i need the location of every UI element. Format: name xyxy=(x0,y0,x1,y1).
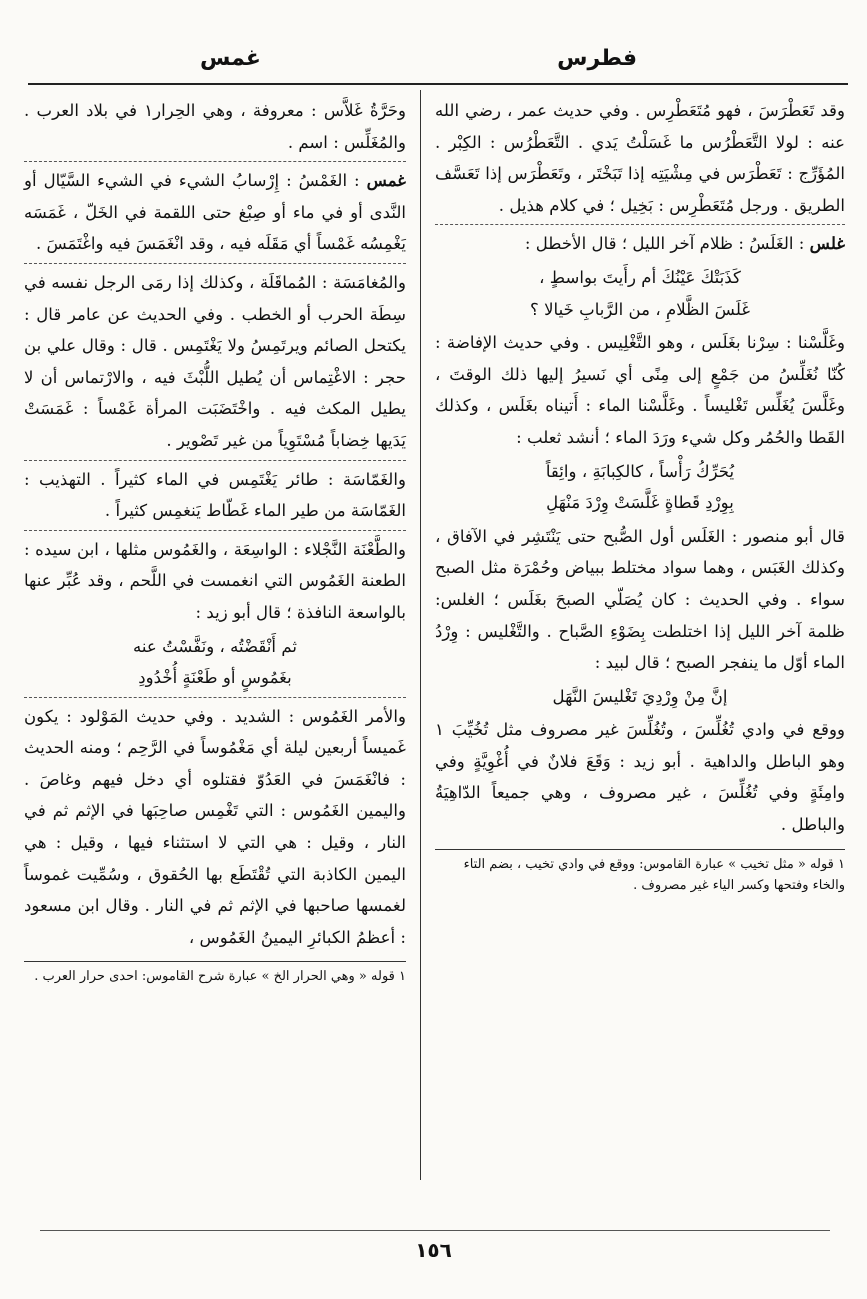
paragraph: والطَّعْنَة النَّجْلاء : الواسِعَة ، والغَمُوس مثلها ، ابن سيده : الطعنة الغَمُوس التي انغمست في اللَّحم ، وقد عُبِّر عنها بالواسعة النافذة ؛ قال أبو زيد : xyxy=(24,539,406,622)
entry-fatrs-cont xyxy=(435,95,845,221)
verse-line: بغَمُوسٍ أو طَعْنَةٍ أُخْدُودِ xyxy=(138,668,292,688)
verse-line: إنَّ مِنْ وِرْدِيَ تَغْليسَ النَّهَل xyxy=(552,686,728,706)
paragraph xyxy=(24,165,406,260)
header-left-word: غمس xyxy=(200,46,261,71)
entry-separator xyxy=(24,697,406,698)
entry-ghls-cont xyxy=(24,95,406,158)
verse-line: يُحَرِّكُ رَأْساً ، كالكِبابَةِ ، وائِقاً xyxy=(545,461,735,481)
paragraph-text: : الغَلَسُ : ظلام آخر الليل ؛ قال الأخطل : xyxy=(524,234,810,254)
entry-separator xyxy=(24,263,406,264)
entry-separator xyxy=(435,224,845,225)
paragraph: وقد تَعَطْرَسَ ، فهو مُتَعَطْرِس . وفي حديث عمر ، رضي الله عنه : لولا التَّعَطْرُس ما غَسَلْتُ يَدي . التَّعَطْرُس : الكِبْر . المُؤَرِّج : تَعَطْرَس في مِشْيَتِه إذا تَبَخْتَر ، وتَعَطْرَس إذا تَعَسَّف الطريق . ورجل مُتَعَطْرِس : بَخِيل ؛ في كلام هذيل . xyxy=(435,101,845,215)
footer-rule xyxy=(40,1230,830,1231)
headword: غمس xyxy=(366,170,406,191)
entry-separator xyxy=(24,530,406,531)
entry-ghms xyxy=(24,165,406,953)
verse xyxy=(435,262,845,325)
paragraph: والغَمّاسَة : طائر يَغْتَمِس في الماء كثيراً . التهذيب : الغَمّاسَة من طير الماء غَطّاط يَنغمِس كثيراً . xyxy=(24,469,406,521)
paragraph: وحَرَّةُ غَلاَّس : معروفة ، وهي الحِرار١ في بلاد العرب . والمُغَلِّس : اسم . xyxy=(24,101,406,152)
page-number: ١٥٦ xyxy=(415,1238,452,1262)
verse-line: ثم أَنْقَضْتُه ، ونَفَّسْتُ عنه xyxy=(133,636,297,656)
page-header xyxy=(0,38,867,78)
right-column xyxy=(435,95,845,896)
entry-separator xyxy=(24,460,406,461)
paragraph: وغَلَّسْنا : سِرْنا بغَلَس ، وهو التَّغْلِيس . وفي حديث الإفاضة : كُنّا نُغَلِّسُ من جَمْعٍ إلى مِنًى أي نَسيرُ إليها ذلك الوقتَ ، وغَلَّسَ يُغَلِّس تَغْليساً . وغَلَّسْنا الماء : أَتيناه بغَلَس ، وكذلك القَطا والحُمُر وكل شيء ورَدَ الماء ؛ أنشد ثعلب : xyxy=(435,333,845,447)
verse xyxy=(24,631,406,694)
paragraph xyxy=(435,228,845,260)
paragraph-text: : الغَمْسُ : إِرْسابُ الشيء في الشيء السَّيّال أو النَّدى أو في ماء أو صِبْغ حتى اللقمة في الخَلّ ، غَمَسَه يَغْمِسُه غَمْساً أي مَقَلَه فيه ، وقد انْغَمَسَ فيه واغْتَمَسَ . xyxy=(24,171,406,254)
header-rule xyxy=(28,83,848,85)
paragraph: والأمر الغَمُوس : الشديد . وفي حديث المَوْلود : يكون غَميساً أربعين ليلة أي مَغْمُوساً في الرَّحِم ؛ ومنه الحديث : فانْغَمَسَ في العَدُوّ فقتلوه أي دخل فيهم وغاصَ . واليمين الغَمُوس : التي تَغْمِس صاحِبَها في الإثم ثم في النار ، وقيل : هي التي لا استثناء فيها ، وقيل : هي اليمين الكاذبة التي تُقْتَطَع بها الحُقوق ، وسُمِّيت غموساً لغمسها صاحبها في الإثم ثم في النار . وقال ابن مسعود : أعظمُ الكبائرِ اليمينُ الغَمُوس ، xyxy=(24,706,406,947)
verse-line: بِوِرْدِ قَطاةٍ غَلَّسَتْ وِرْدَ مَنْهَلِ xyxy=(546,493,734,513)
verse xyxy=(435,456,845,519)
footnote: ١ قوله « مثل تخيب » عبارة القاموس: ووقع في وادي تخيب ، بضم التاء والخاء وفتحها وكسر الياء غير مصروف . xyxy=(463,856,845,893)
left-column xyxy=(24,95,406,987)
column-divider xyxy=(420,90,421,1180)
entry-ghls xyxy=(435,228,845,840)
footnote-rule xyxy=(24,961,406,962)
paragraph: والمُغامَسَة : المُماقَلَة ، وكذلك إذا رمَى الرجل نفسه في سِطَة الحرب أو الخطب . وفي الحديث عن عامر قال : يكتحل الصائم ويرتَمِسُ ولا يَغْتَمِس . قال : وقال علي بن حجر : الاغْتِماس أن يُطيل اللُّبْثَ فيه ، والارْتماس أن لا يطيل المكث فيه . واخْتَضَبَت المرأة غَمْساً : غَمَسَتْ يَدَيها خِضاباً مُسْتَوِياً من غير تَصْوير . xyxy=(24,272,406,450)
verse-line: غَلَسَ الظَّلامِ ، من الرَّبابِ خَيالا ؟ xyxy=(529,299,750,319)
header-right-word: فطرس xyxy=(557,46,637,71)
footnote-rule xyxy=(435,849,845,850)
paragraph: قال أبو منصور : الغَلَس أول الصُّبح حتى يَنْتَشِر في الآفاق ، وكذلك الغَبَس ، وهما سواد مختلط ببياض وحُمْرَة مثل الصبح سواء . وفي الحديث : كان يُصَلّي الصبحَ بغَلَس ؛ الغلس: ظلمة آخر الليل إذا اختلطت بِضَوْءِ الصَّباح . والتَّغْليس : وِرْدُ الماء أوّل ما ينفجر الصبح ؛ قال لبيد : xyxy=(435,526,845,673)
paragraph: ووقع في وادي تُغُلِّسَ ، وتُغُلِّسَ غير مصروف مثل تُخُيِّبَ ١ وهو الباطل والداهية . أبو زيد : وَقَعَ فلانٌ في أُغْوِيَّةٍ وفي وامِئَةٍ وفي تُغُلِّسَ ، غير مصروف ، وهي جميعاً الدّاهِيَةُ والباطل . xyxy=(435,720,846,835)
verse-line: كَذَبَتْكَ عَيْنُكَ أم رأَيتَ بواسطٍ ، xyxy=(539,267,741,287)
verse xyxy=(435,681,845,713)
headword: غلس xyxy=(809,233,845,254)
footnote: ١ قوله « وهي الحرار الخ » عبارة شرح القاموس: احدى حرار العرب . xyxy=(34,969,406,985)
entry-separator xyxy=(24,161,406,162)
